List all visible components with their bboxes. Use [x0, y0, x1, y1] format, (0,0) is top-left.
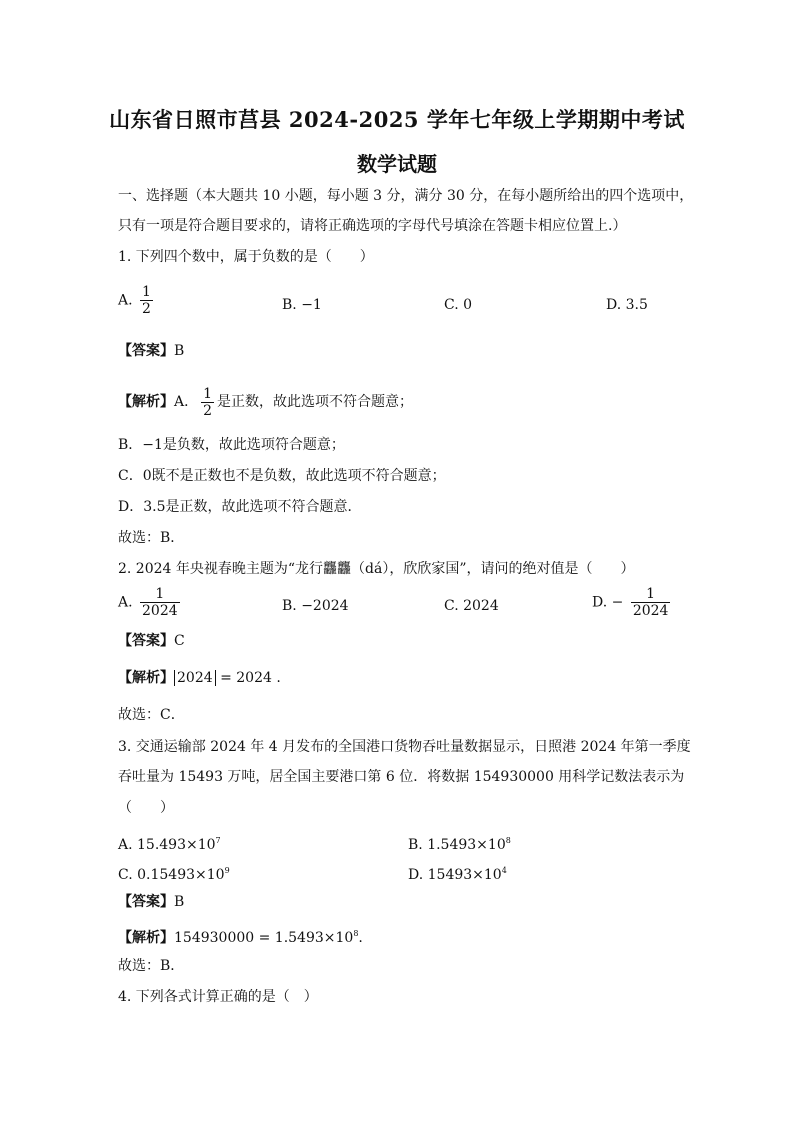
analysis-a-suffix: 是正数，故此选项不符合题意； — [217, 394, 414, 410]
answer-tag: 【答案】 — [118, 894, 174, 910]
q1-option-c: C. 0 — [444, 297, 473, 313]
q2-option-a — [118, 586, 183, 619]
q3-stem-line1: 3. 交通运输部 2024 年 4 月发布的全国港口货物吞吐量数据显示，日照港 2024 年第一季度 — [118, 739, 691, 755]
q2-option-c: C. 2024 — [444, 598, 499, 614]
q2-analysis — [118, 668, 281, 688]
answer-value: B — [174, 894, 185, 910]
option-base: D. 15493×10 — [408, 867, 502, 883]
q2-option-d — [592, 586, 673, 619]
section-instruction-line1: 一、选择题（本大题共 10 小题，每小题 3 分，满分 30 分，在每小题所给出的四个选项中， — [118, 188, 694, 204]
analysis-a-prefix: A． — [174, 394, 199, 410]
q3-stem-line2: 吞吐量为 15493 万吨，居全国主要港口第 6 位．将数据 154930000 用科学记数法表示为 — [118, 769, 685, 785]
q2-option-a-label: A. — [118, 594, 133, 611]
q4-stem: 4. 下列各式计算正确的是（ ） — [118, 989, 318, 1005]
option-exponent: 9 — [224, 866, 230, 875]
section-instruction-line2: 只有一项是符合题目要求的，请将正确选项的字母代号填涂在答题卡相应位置上.） — [118, 218, 627, 234]
q1-option-a — [118, 284, 156, 317]
fraction-numerator: 1 — [155, 586, 165, 602]
absolute-value: 2024 — [174, 670, 216, 686]
q2-option-a-fraction — [140, 586, 180, 619]
q1-stem: 1. 下列四个数中，属于负数的是（ ） — [118, 249, 374, 265]
analysis-end: . — [358, 930, 363, 946]
q3-analysis — [118, 924, 363, 948]
q3-stem-line3: （ ） — [118, 800, 174, 816]
q2-stem: 2. 2024 年央视春晚主题为“龙行龘龘（dá），欣欣家国”，请问的绝对值是（ ） — [118, 561, 635, 577]
option-exponent: 8 — [505, 836, 511, 845]
q3-option-a — [118, 831, 221, 855]
fraction-numerator: 1 — [142, 284, 151, 300]
fraction-denominator: 2024 — [632, 603, 669, 619]
option-base: A. 15.493×10 — [118, 837, 216, 853]
q1-option-a-fraction — [140, 284, 153, 317]
q1-answer — [118, 341, 184, 361]
q1-analysis-b: B．−1是负数，故此选项符合题意； — [118, 437, 345, 453]
answer-tag: 【答案】 — [118, 343, 174, 359]
option-exponent: 4 — [501, 866, 507, 875]
option-base: B. 1.5493×10 — [408, 837, 506, 853]
q3-answer — [118, 892, 184, 912]
q2-option-d-label: D. − — [592, 594, 624, 611]
q2-option-d-fraction — [631, 586, 671, 619]
q1-analysis-c: C．0既不是正数也不是负数，故此选项不符合题意； — [118, 468, 446, 484]
fraction-denominator: 2 — [203, 402, 213, 419]
answer-value: B — [174, 343, 185, 359]
q2-choose: 故选：C． — [118, 707, 185, 723]
q2-answer — [118, 631, 185, 651]
analysis-tag: 【解析】 — [118, 930, 174, 946]
page-title: 山东省日照市莒县 2024-2025 学年七年级上学期期中考试 — [109, 107, 685, 132]
option-base: C. 0.15493×10 — [118, 867, 225, 883]
fraction-numerator: 1 — [203, 385, 213, 402]
fraction-numerator: 1 — [646, 586, 656, 602]
answer-tag: 【答案】 — [118, 633, 174, 649]
fraction-denominator: 2 — [142, 301, 151, 317]
analysis-base: 154930000 = 1.5493×10 — [174, 930, 354, 946]
analysis-tag: 【解析】 — [118, 670, 174, 686]
analysis-rest: = 2024 . — [215, 670, 281, 686]
q1-analysis-d: D．3.5是正数，故此选项不符合题意． — [118, 499, 362, 515]
analysis-tag: 【解析】 — [118, 394, 174, 410]
q2-option-b: B. −2024 — [282, 598, 349, 614]
q1-option-d: D. 3.5 — [606, 297, 648, 313]
q1-analysis-a — [118, 384, 413, 420]
q1-option-b: B. −1 — [282, 297, 322, 313]
q1-choose: 故选：B． — [118, 530, 185, 546]
analysis-exponent: 8 — [353, 929, 359, 938]
answer-value: C — [174, 633, 185, 649]
q3-choose: 故选：B． — [118, 958, 185, 974]
option-exponent: 7 — [215, 836, 221, 845]
page-subtitle: 数学试题 — [357, 152, 437, 176]
q1-option-a-label: A. — [118, 292, 133, 309]
q3-option-c — [118, 861, 230, 885]
q3-option-d — [408, 861, 507, 885]
fraction-denominator: 2024 — [142, 603, 178, 619]
q3-option-b — [408, 831, 511, 855]
analysis-a-fraction — [201, 386, 214, 419]
